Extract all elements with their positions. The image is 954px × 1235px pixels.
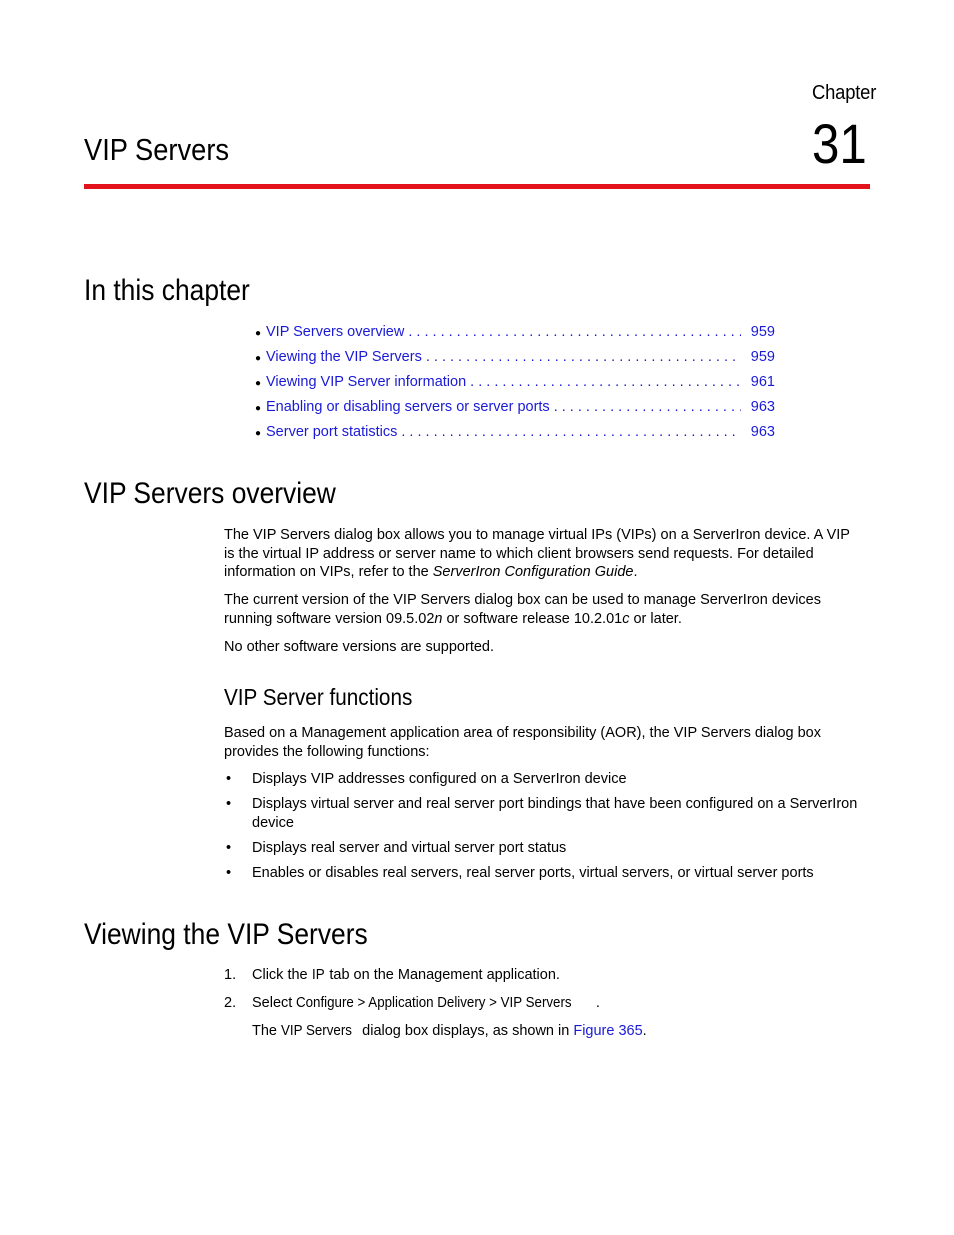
bullet-icon: ● [255,328,262,339]
toc-item[interactable] [255,346,775,371]
toc-item[interactable] [255,421,775,446]
text: or later. [629,610,682,627]
bullet-icon: • [226,771,232,787]
bullet-icon: • [226,839,232,856]
overview-heading: VIP Servers overview [84,477,336,510]
list-item [224,795,874,832]
text: . [633,564,638,580]
steps-list [224,966,864,1022]
list-item [224,770,874,789]
text: The VIP Servers dialog box allows you to manage virtual IPs (VIPs) on a ServerIron device. A VIP is the virtual IP address or server name to which client browsers send requests. For detailed information on VIPs, refer to the [224,527,850,580]
text: . [642,1023,647,1039]
toc-page[interactable]: 963 [750,424,775,440]
step-item [224,966,864,985]
toc-page[interactable]: 959 [750,349,775,365]
text: dialog box displays, as shown in [358,1023,574,1039]
toc-link[interactable]: Server port statistics [266,424,398,440]
chapter-number: 31 [812,112,867,175]
text: The current version of the VIP Servers dialog box can be used to manage ServerIron devices running software version 09.5.02 [224,592,821,627]
bullet-icon: ● [255,353,262,364]
ui-term: VIP Servers [281,1023,352,1039]
chapter-title: VIP Servers [84,132,230,167]
text: or software release 10.2.01 [442,610,623,627]
step-item [224,994,864,1013]
toc-item[interactable] [255,371,775,396]
overview-paragraph-3: No other software versions are supported. [224,639,494,655]
list-item-text: Enables or disables real servers, real server ports, virtual servers, or virtual server ports [252,864,814,881]
list-item [224,839,874,858]
toc-item[interactable] [255,321,775,346]
toc-page[interactable]: 963 [750,399,775,415]
overview-paragraph-2 [224,591,864,628]
list-item-text: Displays virtual server and real server port bindings that have been configured on a ServerIron device [252,796,858,831]
toc-link[interactable]: Viewing VIP Server information [266,374,467,390]
release-suffix: c [622,610,630,627]
leader-dots [401,421,741,443]
list-item-text: Displays real server and virtual server port status [252,839,567,856]
toc-link[interactable]: Enabling or disabling servers or server ports [266,399,550,415]
toc-list [255,321,775,446]
chapter-label: Chapter [812,82,877,104]
ui-term: IP [311,967,325,983]
toc-page[interactable]: 961 [750,374,775,390]
leader-dots [426,346,741,368]
toc-item[interactable] [255,396,775,421]
guide-title: ServerIron Configuration Guide [432,564,634,580]
viewing-heading: Viewing the VIP Servers [84,918,368,951]
text: Select [252,995,297,1011]
ui-menu-path: Configure > Application Delivery > VIP Servers [296,995,572,1011]
toc-link[interactable]: Viewing the VIP Servers [266,349,422,365]
step-number: 1. [224,967,237,983]
overview-paragraph-1 [224,526,864,582]
leader-dots [408,321,741,343]
list-item-text: Displays VIP addresses configured on a ServerIron device [252,771,627,787]
step-note [252,1022,647,1041]
bullet-icon: • [226,796,232,812]
text: tab on the Management application. [325,967,560,983]
text: Click the [252,967,312,983]
leader-dots [470,371,741,393]
bullet-icon: ● [255,378,262,389]
step-number: 2. [224,995,237,1011]
functions-intro: Based on a Management application area of responsibility (AOR), the VIP Servers dialog box provides the following functions: [224,725,821,760]
bullet-icon: ● [255,428,262,439]
functions-heading: VIP Server functions [224,684,413,710]
list-item [224,864,874,883]
text: The [252,1023,282,1039]
toc-page[interactable]: 959 [750,324,775,340]
version-suffix: n [434,610,443,627]
leader-dots [554,396,741,418]
toc-link[interactable]: VIP Servers overview [266,324,405,340]
bullet-icon: ● [255,403,262,414]
functions-list [224,770,874,889]
toc-heading: In this chapter [84,274,250,307]
figure-link[interactable]: Figure 365 [573,1023,643,1039]
text: . [595,995,600,1011]
chapter-rule [84,184,870,189]
bullet-icon: • [226,864,232,881]
